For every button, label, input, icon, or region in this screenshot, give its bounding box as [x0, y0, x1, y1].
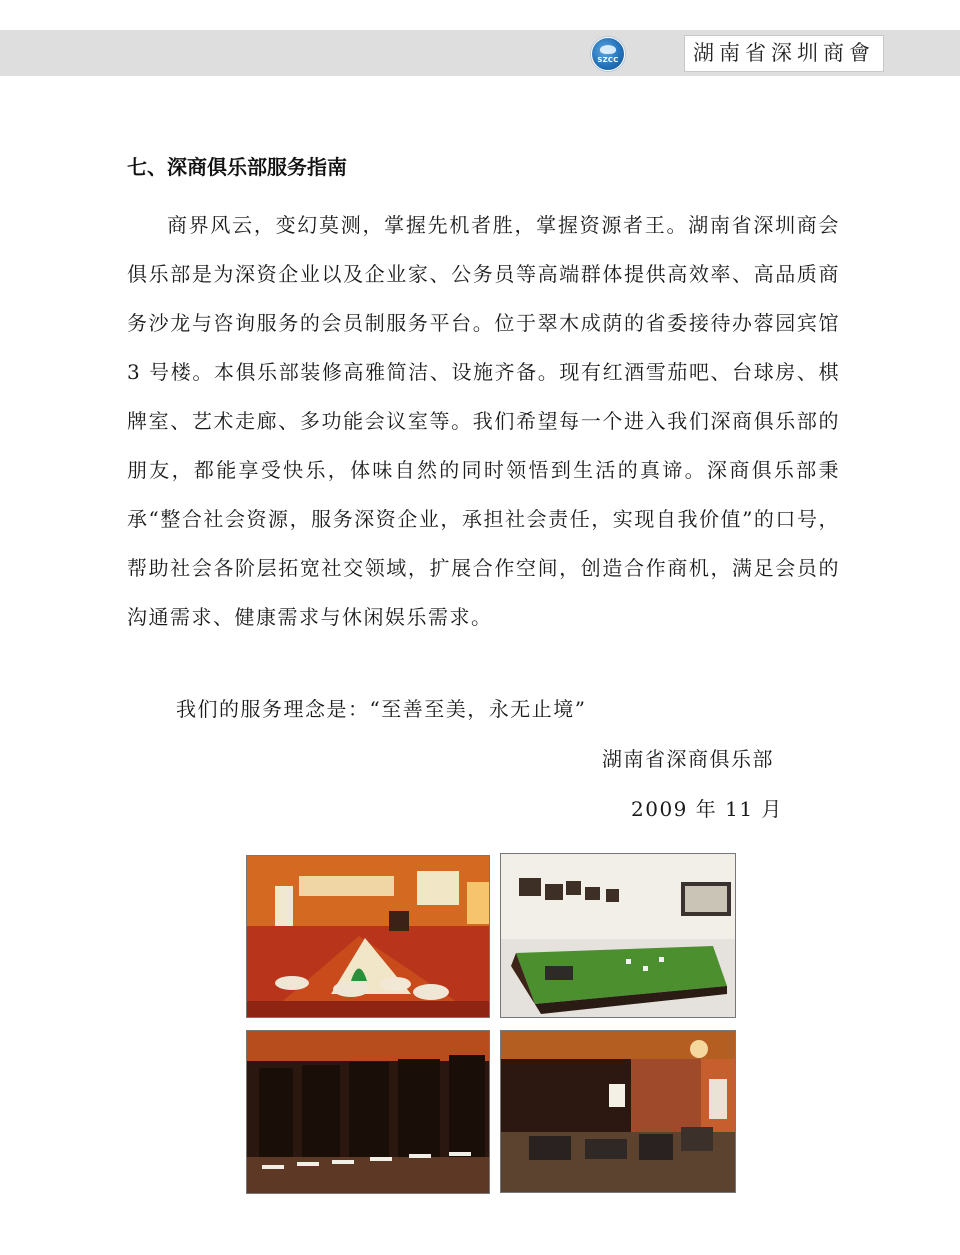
document-date: 2009 年 11 月: [631, 797, 783, 821]
logo-bird-icon: [600, 45, 616, 54]
meeting-room-banquet-photo: [246, 855, 490, 1018]
section-title: 七、深商俱乐部服务指南: [127, 155, 347, 179]
club-description-paragraph: 商界风云，变幻莫测，掌握先机者胜，掌握资源者王。湖南省深圳商会俱乐部是为深资企业以及企业家、公务员等高端群体提供高效率、高品质商务沙龙与咨询服务的会员制服务平台。位于翠木成荫的省委接待办蓉园宾馆 3 号楼。本俱乐部装修高雅简洁、设施齐备。现有红酒雪茄吧、台球房、棋牌室、艺术走廊、多功能会议室等。我们希望每一个进入我们深商俱乐部的朋友，都能享受快乐，体味自然的同时领悟到生活的真谛。深商俱乐部秉承“整合社会资源，服务深资企业，承担社会责任，实现自我价值”的口号，帮助社会各阶层拓宽社交领域，扩展合作空间，创造合作商机，满足会员的沟通需求、健康需求与休闲娱乐需求。: [127, 213, 840, 629]
organization-name: 湖南省深圳商會: [693, 41, 875, 65]
signature: 湖南省深商俱乐部: [602, 747, 774, 771]
organization-nameplate: [684, 35, 884, 72]
wine-cellar-photo: [246, 1030, 490, 1194]
billiards-room-photo: [500, 853, 736, 1018]
document-content: [127, 153, 840, 642]
szcc-logo: [591, 37, 625, 71]
service-motto: 我们的服务理念是：“至善至美，永无止境”: [176, 697, 587, 721]
lounge-bar-photo: [500, 1030, 736, 1193]
logo-text: SZCC: [597, 56, 619, 64]
